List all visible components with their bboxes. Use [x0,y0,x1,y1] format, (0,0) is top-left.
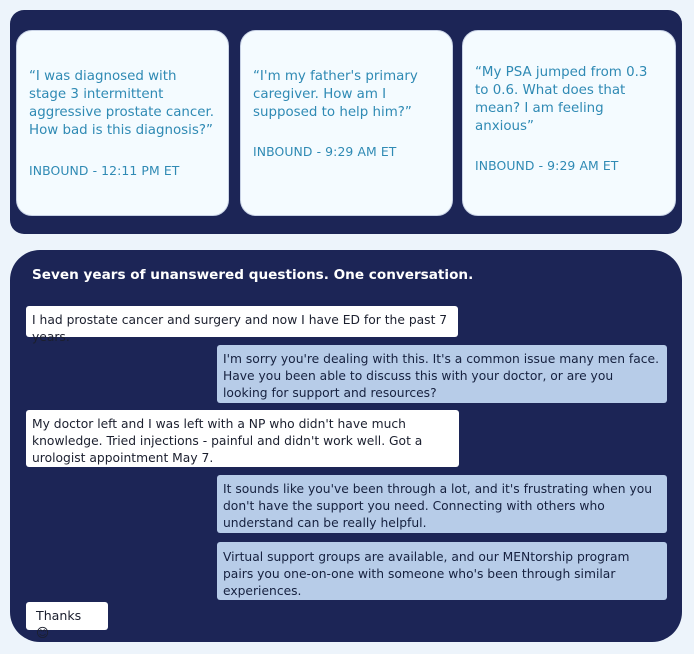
inbound-card [240,30,453,216]
user-message: Thanks 😊 [26,602,108,630]
inbound-meta: INBOUND - 12:11 PM ET [29,163,180,178]
inbound-card [462,30,676,216]
user-message: My doctor left and I was left with a NP who didn't have much knowledge. Tried injections - painful and didn't work well. Got a urologist appointment May 7. [26,410,459,467]
inbound-meta: INBOUND - 9:29 AM ET [475,158,619,173]
assistant-message: I'm sorry you're dealing with this. It's a common issue many men face. Have you been able to discuss this with your doctor, or are you looking for support and resources? [217,345,667,403]
inbound-quote: “I'm my father's primary caregiver. How am I supposed to help him?” [253,69,418,120]
inbound-card [16,30,229,216]
user-message: I had prostate cancer and surgery and now I have ED for the past 7 years. [26,306,458,337]
conversation-title: Seven years of unanswered questions. One conversation. [32,267,474,283]
conversation-panel [10,250,682,642]
inbound-meta: INBOUND - 9:29 AM ET [253,144,397,159]
inbound-quote: “I was diagnosed with stage 3 intermittent aggressive prostate cancer. How bad is this diagnosis?” [29,69,215,138]
assistant-message: It sounds like you've been through a lot, and it's frustrating when you don't have the support you need. Connecting with others who understand can be really helpful. [217,475,667,533]
inbound-quote: “My PSA jumped from 0.3 to 0.6. What does that mean? I am feeling anxious” [475,65,648,134]
inbound-questions-panel [10,10,682,234]
assistant-message: Virtual support groups are available, and our MENtorship program pairs you one-on-one with someone who's been through similar experiences. [217,542,667,600]
